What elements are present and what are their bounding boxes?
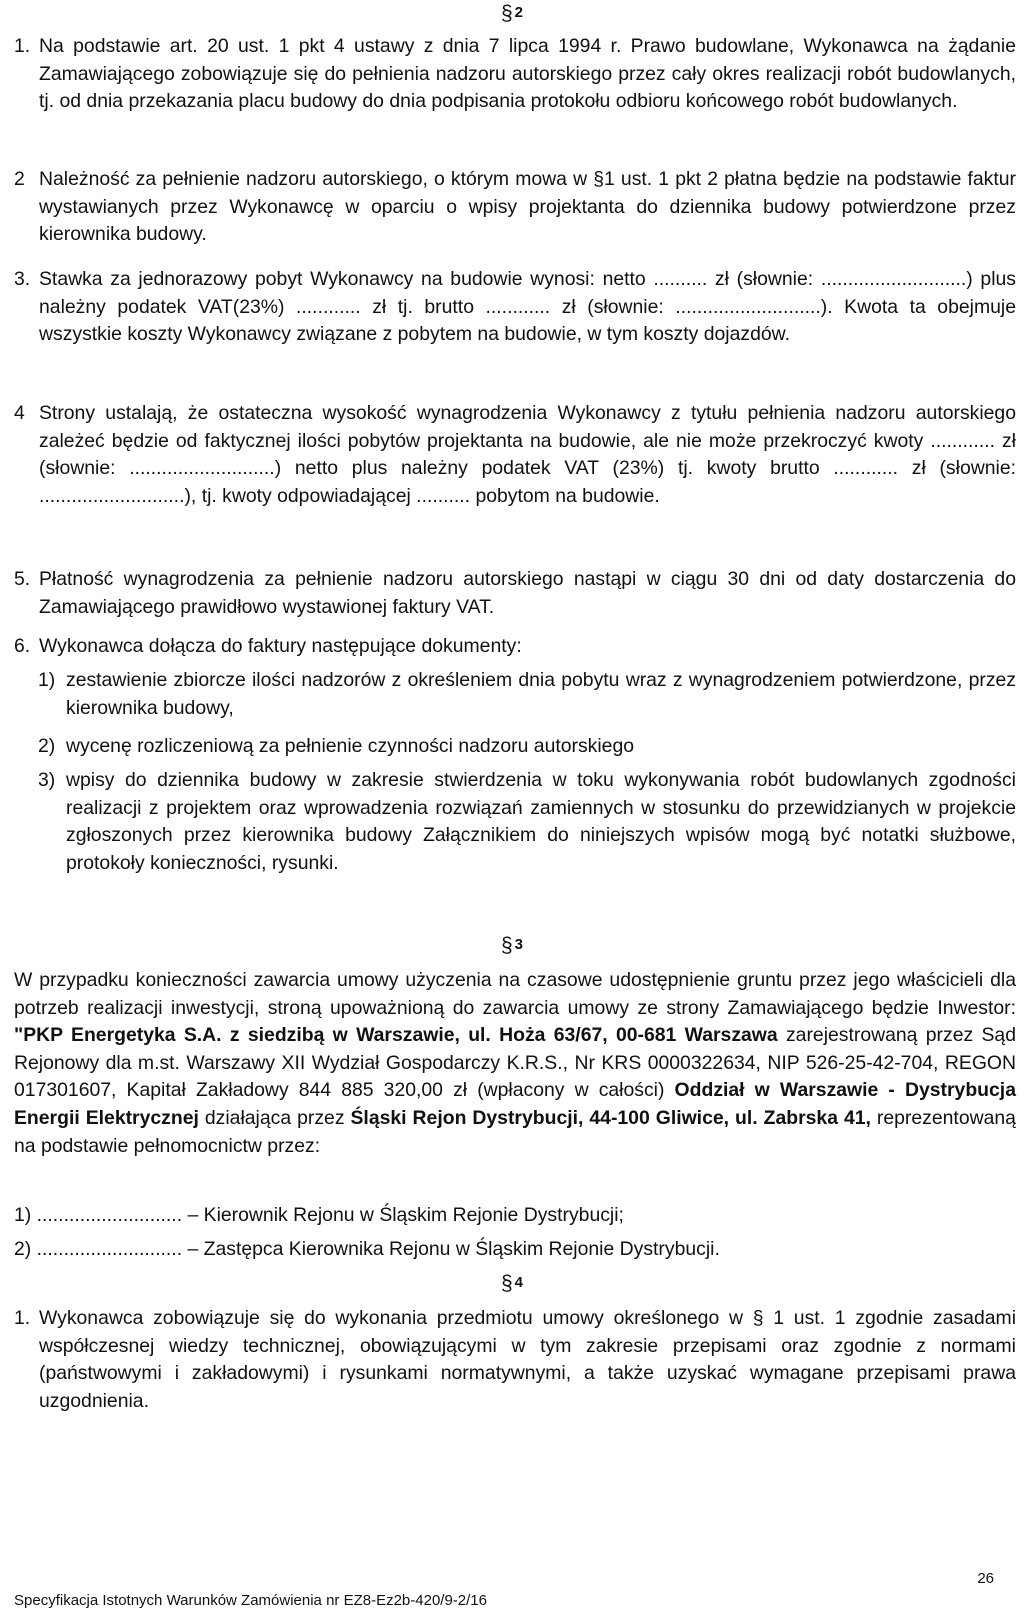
list-item-number: 1): [38, 669, 56, 691]
list-item: [38, 767, 1016, 877]
section-number: 2: [514, 4, 524, 21]
section-number: 4: [514, 1274, 524, 1291]
section-heading-3: [0, 932, 1024, 958]
representative-line: 1) ........................... – Kierownik Rejonu w Śląskim Rejonie Dystrybucji;: [14, 1204, 624, 1226]
section-heading-2: [0, 0, 1024, 26]
registration-details: zarejestrowaną przez Sąd Rejonowy dla m.st. Warszawy XII Wydział Gospodarczy K.R.S., Nr KRS 0000322634, NIP 526-25-42-704, REGON 017301607, Kapitał Zakładowy 844 885 320,00 zł (wpłacony w całości): [14, 1024, 1016, 1102]
paragraph-number: 5.: [14, 568, 31, 590]
paragraph-3: [14, 266, 1016, 349]
list-item: [38, 667, 1016, 722]
region-name: Śląski Rejon Dystrybucji, 44-100 Gliwice, ul. Zabrska 41,: [350, 1106, 871, 1129]
representative-line: 2) ........................... – Zastępca Kierownika Rejonu w Śląskim Rejonie Dystrybucji.: [14, 1238, 720, 1260]
paragraph-text: Na podstawie art. 20 ust. 1 pkt 4 ustawy z dnia 7 lipca 1994 r. Prawo budowlane, Wykonawca na żądanie Zamawiającego zobowiązuje się do pełnienia nadzoru autorskiego przez cały okres realizacji robót budowlanych, tj. od dnia przekazania placu budowy do dnia podpisania protokołu odbioru końcowego robót budowlanych.: [39, 35, 1016, 113]
section-sign: §: [500, 2, 513, 25]
list-item-text: wpisy do dziennika budowy w zakresie stwierdzenia w toku wykonywania robót budowlanych zgodności realizacji z projektem oraz wprowadzenia rozwiązań zamiennych w stosunku do przewidzianych w projekcie zgłoszonych przez kierownika budowy Załącznikiem do niniejszych wpisów mogą być notatki służbowe, protokoły konieczności, rysunki.: [66, 769, 1016, 874]
paragraph-1: [14, 33, 1016, 116]
paragraph-number: 4: [14, 402, 25, 424]
section-number: 3: [514, 936, 524, 953]
list-item-number: 2): [38, 735, 56, 757]
paragraph-4-1: [14, 1305, 1016, 1415]
paragraph-text: Strony ustalają, że ostateczna wysokość wynagrodzenia Wykonawcy z tytułu pełnienia nadzoru autorskiego zależeć będzie od faktycznej ilości pobytów projektanta na budowie, ale nie może przekroczyć kwoty ............ zł (słownie: ...........................) netto plus należny podatek VAT (23%) tj. kwoty brutto ............ zł (słownie: ...........................), tj. kwoty odpowiadającej .......... pobytom na budowie.: [39, 402, 1016, 507]
page-number: 26: [977, 1570, 994, 1587]
investor-intro: W przypadku konieczności zawarcia umowy użyczenia na czasowe udostępnienie gruntu przez jego właścicieli dla potrzeb realizacji inwestycji, stroną upoważnioną do zawarcia umowy ze strony Zamawiającego będzie Inwestor:: [14, 969, 1016, 1019]
list-item-text: wycenę rozliczeniową za pełnienie czynności nadzoru autorskiego: [66, 735, 635, 757]
paragraph-2: [14, 166, 1016, 249]
list-item-number: 3): [38, 769, 56, 791]
paragraph-text: Należność za pełnienie nadzoru autorskiego, o którym mowa w §1 ust. 1 pkt 2 płatna będzie na podstawie faktur wystawianych przez Wykonawcę w oparciu o wpisy projektanta do dziennika budowy potwierdzone przez kierownika budowy.: [39, 168, 1016, 246]
paragraph-number: 1.: [14, 35, 31, 57]
paragraph-number: 2: [14, 168, 25, 190]
representation: reprezentowaną na podstawie pełnomocnictw przez:: [14, 1106, 1016, 1157]
list-item-text: zestawienie zbiorcze ilości nadzorów z określeniem dnia pobytu wraz z wynagrodzeniem potwierdzone, przez kierownika budowy,: [66, 669, 1016, 719]
section-sign: §: [500, 934, 513, 957]
paragraph-text: Stawka za jednorazowy pobyt Wykonawcy na budowie wynosi: netto .......... zł (słownie: ...........................) plus należny podatek VAT(23%) ............ zł tj. brutto ............ zł (słownie: ...........................). Kwota ta obejmuje wszystkie koszty Wykonawcy związane z pobytem na budowie, w tym koszty dojazdów.: [39, 268, 1016, 346]
division-name: Oddział w Warszawie - Dystrybucja Energii Elektrycznej: [14, 1079, 1016, 1129]
paragraph-text: Wykonawca zobowiązuje się do wykonania przedmiotu umowy określonego w § 1 ust. 1 zgodnie zasadami współczesnej wiedzy technicznej, obowiązującymi w tym zakresie przepisami oraz zgodnie z normami (państwowymi i zakładowymi) i rysunkami normatywnymi, a także uzyskać wymagane przepisami prawa uzgodnienia.: [39, 1307, 1016, 1412]
paragraph-number: 6.: [14, 635, 31, 657]
acting-through: działająca przez: [198, 1106, 351, 1129]
section-heading-4: [0, 1270, 1024, 1296]
company-name: "PKP Energetyka S.A. z siedzibą w Warszawie, ul. Hoża 63/67, 00-681 Warszawa: [14, 1024, 778, 1047]
paragraph-6: [14, 633, 1016, 661]
paragraph-number: 3.: [14, 268, 31, 290]
paragraph-number: 1.: [14, 1307, 31, 1329]
paragraph-4: [14, 400, 1016, 510]
paragraph-5: [14, 566, 1016, 621]
paragraph-text: Wykonawca dołącza do faktury następujące dokumenty:: [39, 635, 522, 657]
footer-text: Specyfikacja Istotnych Warunków Zamówienia nr EZ8-Ez2b-420/9-2/16: [14, 1592, 487, 1609]
paragraph-text: Płatność wynagrodzenia za pełnienie nadzoru autorskiego nastąpi w ciągu 30 dni od daty dostarczenia do Zamawiającego prawidłowo wystawionej faktury VAT.: [39, 568, 1016, 618]
list-item: [38, 733, 1016, 761]
paragraph-investor: [14, 967, 1016, 1160]
section-sign: §: [500, 1272, 513, 1295]
